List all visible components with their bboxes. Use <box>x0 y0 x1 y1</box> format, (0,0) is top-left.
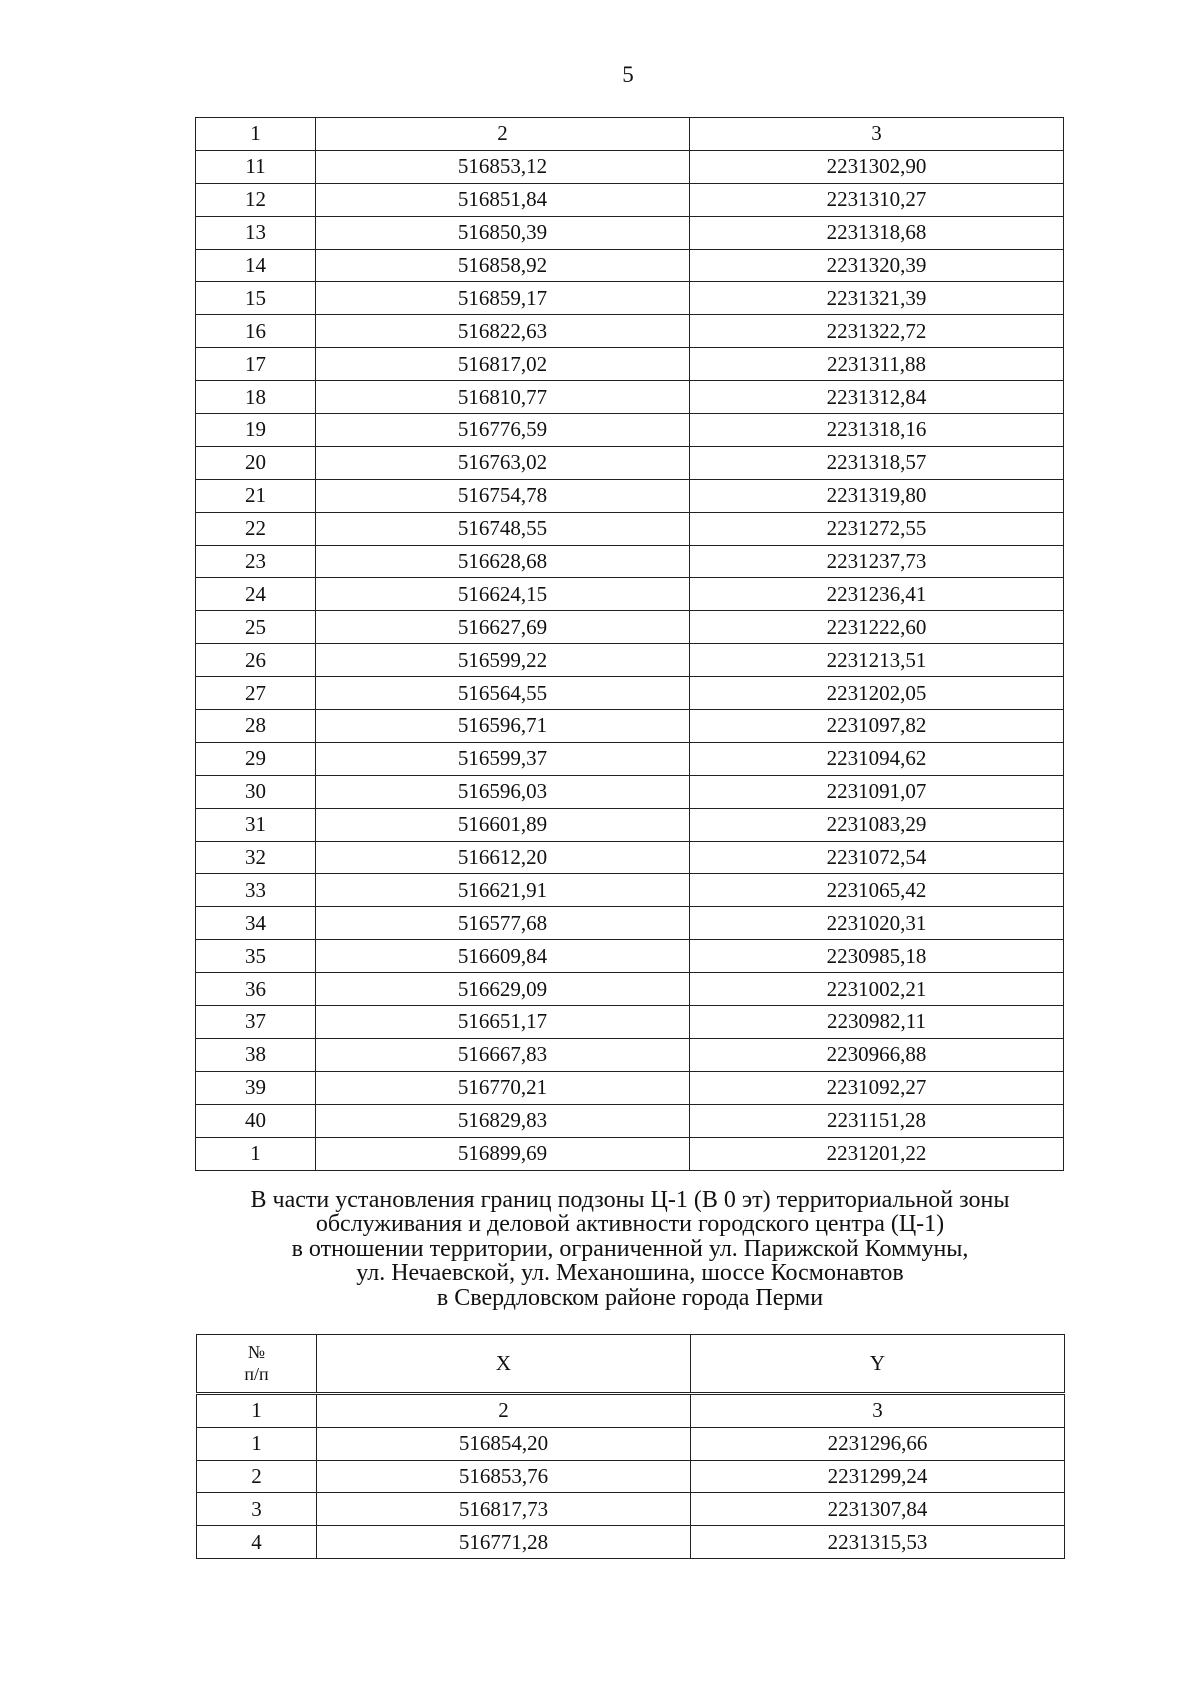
point-number-cell: 30 <box>196 775 316 808</box>
table-row <box>196 644 1064 677</box>
point-number-cell: 34 <box>196 907 316 940</box>
y-coordinate-cell: 2231002,21 <box>690 973 1064 1006</box>
x-coordinate-cell: 516599,37 <box>316 742 690 775</box>
y-coordinate-cell: 2230982,11 <box>690 1006 1064 1039</box>
x-coordinate-cell: 516763,02 <box>316 446 690 479</box>
table-row <box>196 381 1064 414</box>
y-coordinate-cell: 2231202,05 <box>690 677 1064 710</box>
point-number-cell: 16 <box>196 315 316 348</box>
point-number-cell: 20 <box>196 446 316 479</box>
point-number-cell: 24 <box>196 578 316 611</box>
column-index-cell: 1 <box>197 1394 317 1428</box>
table-row <box>196 545 1064 578</box>
point-number-cell: 36 <box>196 973 316 1006</box>
y-coordinate-cell: 2231299,24 <box>691 1460 1065 1493</box>
table-row <box>196 348 1064 381</box>
y-coordinate-cell: 2230985,18 <box>690 940 1064 973</box>
x-coordinate-cell: 516817,73 <box>317 1493 691 1526</box>
point-number-cell: 23 <box>196 545 316 578</box>
point-number-cell: 1 <box>197 1427 317 1460</box>
x-coordinate-cell: 516817,02 <box>316 348 690 381</box>
y-coordinate-cell: 2231222,60 <box>690 611 1064 644</box>
point-number-cell: 39 <box>196 1071 316 1104</box>
point-number-cell: 37 <box>196 1006 316 1039</box>
x-coordinate-cell: 516776,59 <box>316 414 690 447</box>
table-row <box>196 775 1064 808</box>
point-number-cell: 18 <box>196 381 316 414</box>
table-row <box>196 677 1064 710</box>
y-coordinate-cell: 2231091,07 <box>690 775 1064 808</box>
header-y-cell: Y <box>691 1335 1065 1394</box>
x-coordinate-cell: 516771,28 <box>317 1526 691 1559</box>
point-number-cell: 32 <box>196 841 316 874</box>
y-coordinate-cell: 2231097,82 <box>690 710 1064 743</box>
x-coordinate-cell: 516754,78 <box>316 479 690 512</box>
x-coordinate-cell: 516609,84 <box>316 940 690 973</box>
point-number-cell: 14 <box>196 249 316 282</box>
y-coordinate-cell: 2231237,73 <box>690 545 1064 578</box>
table-row <box>196 710 1064 743</box>
y-coordinate-cell: 2231322,72 <box>690 315 1064 348</box>
y-coordinate-cell: 2231319,80 <box>690 479 1064 512</box>
table-row <box>197 1493 1065 1526</box>
point-number-cell: 26 <box>196 644 316 677</box>
x-coordinate-cell: 516596,71 <box>316 710 690 743</box>
table-row <box>196 282 1064 315</box>
point-number-cell: 2 <box>197 1460 317 1493</box>
column-index-row <box>196 118 1064 151</box>
y-coordinate-cell: 2231296,66 <box>691 1427 1065 1460</box>
column-index-cell: 2 <box>316 118 690 151</box>
point-number-cell: 29 <box>196 742 316 775</box>
point-number-cell: 35 <box>196 940 316 973</box>
point-number-cell: 40 <box>196 1104 316 1137</box>
x-coordinate-cell: 516770,21 <box>316 1071 690 1104</box>
section-caption <box>150 1188 1110 1310</box>
y-coordinate-cell: 2231213,51 <box>690 644 1064 677</box>
point-number-cell: 1 <box>196 1137 316 1170</box>
point-number-cell: 38 <box>196 1038 316 1071</box>
x-coordinate-cell: 516624,15 <box>316 578 690 611</box>
table-row <box>196 907 1064 940</box>
x-coordinate-cell: 516850,39 <box>316 216 690 249</box>
table-row <box>196 446 1064 479</box>
column-index-row <box>197 1394 1065 1428</box>
x-coordinate-cell: 516822,63 <box>316 315 690 348</box>
table-row <box>196 841 1064 874</box>
y-coordinate-cell: 2231151,28 <box>690 1104 1064 1137</box>
page-number: 5 <box>622 62 634 87</box>
x-coordinate-cell: 516829,83 <box>316 1104 690 1137</box>
point-number-cell: 25 <box>196 611 316 644</box>
point-number-cell: 21 <box>196 479 316 512</box>
point-number-cell: 17 <box>196 348 316 381</box>
point-number-cell: 28 <box>196 710 316 743</box>
x-coordinate-cell: 516859,17 <box>316 282 690 315</box>
caption-line: В части установления границ подзоны Ц-1 (В 0 эт) территориальной зоны <box>250 1187 1010 1213</box>
table-row <box>196 742 1064 775</box>
x-coordinate-cell: 516627,69 <box>316 611 690 644</box>
x-coordinate-cell: 516853,12 <box>316 150 690 183</box>
table-row <box>196 973 1064 1006</box>
y-coordinate-cell: 2231201,22 <box>690 1137 1064 1170</box>
table-row <box>196 216 1064 249</box>
table-row <box>196 479 1064 512</box>
point-number-cell: 27 <box>196 677 316 710</box>
y-coordinate-cell: 2231307,84 <box>691 1493 1065 1526</box>
point-number-cell: 31 <box>196 808 316 841</box>
table-row <box>196 1104 1064 1137</box>
x-coordinate-cell: 516854,20 <box>317 1427 691 1460</box>
point-number-cell: 13 <box>196 216 316 249</box>
caption-line: в отношении территории, ограниченной ул. Парижской Коммуны, <box>291 1235 969 1262</box>
x-coordinate-cell: 516858,92 <box>316 249 690 282</box>
table-row <box>196 940 1064 973</box>
y-coordinate-cell: 2231083,29 <box>690 808 1064 841</box>
y-coordinate-cell: 2231092,27 <box>690 1071 1064 1104</box>
x-coordinate-cell: 516629,09 <box>316 973 690 1006</box>
x-coordinate-cell: 516851,84 <box>316 183 690 216</box>
caption-line: в Свердловском районе города Перми <box>436 1284 824 1311</box>
point-number-cell: 4 <box>197 1526 317 1559</box>
header-number-abbr: п/п <box>244 1363 269 1384</box>
x-coordinate-cell: 516564,55 <box>316 677 690 710</box>
coordinates-table-continued <box>195 117 1064 1171</box>
table-row <box>196 578 1064 611</box>
y-coordinate-cell: 2231302,90 <box>690 150 1064 183</box>
table-row <box>196 1071 1064 1104</box>
x-coordinate-cell: 516748,55 <box>316 512 690 545</box>
y-coordinate-cell: 2231072,54 <box>690 841 1064 874</box>
x-coordinate-cell: 516810,77 <box>316 381 690 414</box>
point-number-cell: 12 <box>196 183 316 216</box>
table-row <box>196 512 1064 545</box>
point-number-cell: 33 <box>196 874 316 907</box>
header-number-cell <box>197 1335 317 1394</box>
column-index-cell: 3 <box>691 1394 1065 1428</box>
y-coordinate-cell: 2231315,53 <box>691 1526 1065 1559</box>
y-coordinate-cell: 2231065,42 <box>690 874 1064 907</box>
column-index-cell: 3 <box>690 118 1064 151</box>
table-row <box>196 611 1064 644</box>
table-row <box>196 1006 1064 1039</box>
x-coordinate-cell: 516667,83 <box>316 1038 690 1071</box>
y-coordinate-cell: 2231318,57 <box>690 446 1064 479</box>
y-coordinate-cell: 2231020,31 <box>690 907 1064 940</box>
y-coordinate-cell: 2231236,41 <box>690 578 1064 611</box>
x-coordinate-cell: 516621,91 <box>316 874 690 907</box>
table-row <box>196 1038 1064 1071</box>
y-coordinate-cell: 2231094,62 <box>690 742 1064 775</box>
column-index-cell: 1 <box>196 118 316 151</box>
header-number-sign: № <box>247 1341 266 1362</box>
x-coordinate-cell: 516651,17 <box>316 1006 690 1039</box>
table-row <box>196 874 1064 907</box>
y-coordinate-cell: 2231272,55 <box>690 512 1064 545</box>
header-x-cell: X <box>317 1335 691 1394</box>
x-coordinate-cell: 516596,03 <box>316 775 690 808</box>
y-coordinate-cell: 2231318,68 <box>690 216 1064 249</box>
table-row <box>197 1460 1065 1493</box>
x-coordinate-cell: 516601,89 <box>316 808 690 841</box>
y-coordinate-cell: 2231312,84 <box>690 381 1064 414</box>
point-number-cell: 22 <box>196 512 316 545</box>
table-row <box>197 1526 1065 1559</box>
y-coordinate-cell: 2231321,39 <box>690 282 1064 315</box>
table-row <box>196 249 1064 282</box>
table-row <box>196 1137 1064 1170</box>
table-row <box>196 150 1064 183</box>
y-coordinate-cell: 2231320,39 <box>690 249 1064 282</box>
x-coordinate-cell: 516628,68 <box>316 545 690 578</box>
table-row <box>196 183 1064 216</box>
caption-line: обслуживания и деловой активности городского центра (Ц-1) <box>315 1211 945 1238</box>
table-row <box>196 808 1064 841</box>
table-row <box>196 414 1064 447</box>
point-number-cell: 3 <box>197 1493 317 1526</box>
x-coordinate-cell: 516599,22 <box>316 644 690 677</box>
y-coordinate-cell: 2231310,27 <box>690 183 1064 216</box>
coordinates-table-zone-c1 <box>196 1334 1065 1559</box>
x-coordinate-cell: 516853,76 <box>317 1460 691 1493</box>
table-row <box>197 1427 1065 1460</box>
y-coordinate-cell: 2231311,88 <box>690 348 1064 381</box>
x-coordinate-cell: 516612,20 <box>316 841 690 874</box>
point-number-cell: 15 <box>196 282 316 315</box>
column-index-cell: 2 <box>317 1394 691 1428</box>
caption-line: ул. Нечаевской, ул. Механошина, шоссе Космонавтов <box>356 1260 904 1287</box>
x-coordinate-cell: 516577,68 <box>316 907 690 940</box>
point-number-cell: 11 <box>196 150 316 183</box>
x-coordinate-cell: 516899,69 <box>316 1137 690 1170</box>
table-header-row <box>197 1335 1065 1394</box>
y-coordinate-cell: 2230966,88 <box>690 1038 1064 1071</box>
point-number-cell: 19 <box>196 414 316 447</box>
y-coordinate-cell: 2231318,16 <box>690 414 1064 447</box>
table-row <box>196 315 1064 348</box>
